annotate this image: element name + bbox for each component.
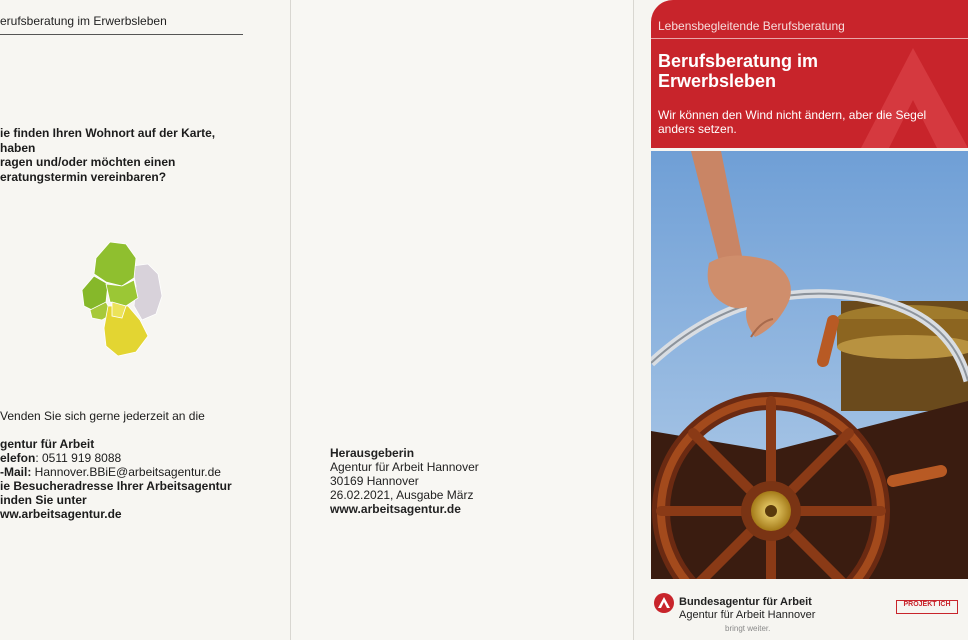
kicker-divider	[651, 38, 968, 39]
cover-kicker: Lebensbegleitende Berufsberatung	[658, 19, 845, 33]
question-line-1: ie finden Ihren Wohnort auf der Karte, haben	[0, 126, 216, 155]
middle-panel	[291, 0, 633, 640]
visitor-address-line-2: inden Sie unter	[0, 493, 87, 507]
publisher-city: 30169 Hannover	[330, 474, 419, 488]
projekt-ich-badge	[896, 600, 958, 614]
ba-logo-icon	[653, 592, 675, 614]
publisher-name: Agentur für Arbeit Hannover	[330, 460, 479, 474]
location-question	[0, 126, 240, 184]
region-map	[76, 236, 176, 360]
agency-logo-text	[679, 596, 815, 635]
publisher-label: Herausgeberin	[330, 446, 415, 460]
publisher-website: www.arbeitsagentur.de	[330, 502, 461, 516]
contact-intro: Venden Sie sich gerne jederzeit an die	[0, 409, 205, 423]
steering-wheel-photo	[651, 151, 968, 579]
contact-block	[0, 409, 232, 521]
question-line-2: ragen und/oder möchten einen	[0, 155, 176, 169]
publication-date: 26.02.2021, Ausgabe März	[330, 488, 474, 502]
visitor-address-line-1: ie Besucheradresse Ihrer Arbeitsagentur	[0, 479, 232, 493]
left-panel	[0, 0, 290, 640]
email-address: Hannover.BBiE@arbeitsagentur.de	[31, 465, 221, 479]
right-panel	[634, 0, 968, 640]
phone-label: elefon	[0, 451, 36, 465]
cover-title-line-1: Berufsberatung im	[658, 51, 819, 71]
phone-number: : 0511 919 8088	[35, 451, 122, 465]
projekt-ich-label: PROJEKT ICH	[903, 601, 951, 608]
logo-agency-sub: Agentur für Arbeit Hannover	[679, 609, 816, 621]
left-header: erufsberatung im Erwerbsleben	[0, 14, 167, 28]
header-divider	[0, 34, 243, 35]
cover-title	[658, 51, 918, 91]
publisher-block	[330, 446, 479, 516]
logo-tagline: bringt weiter.	[725, 624, 771, 633]
email-label: -Mail:	[0, 465, 32, 479]
cover-title-line-2: Erwerbsleben	[658, 71, 777, 91]
cover-subtitle: Wir können den Wind nicht ändern, aber die Segel anders setzen.	[658, 108, 927, 136]
agency-name: gentur für Arbeit	[0, 437, 95, 451]
website-link: ww.arbeitsagentur.de	[0, 507, 122, 521]
question-line-3: eratungstermin vereinbaren?	[0, 169, 167, 184]
logo-agency-name: Bundesagentur für Arbeit	[679, 596, 812, 608]
